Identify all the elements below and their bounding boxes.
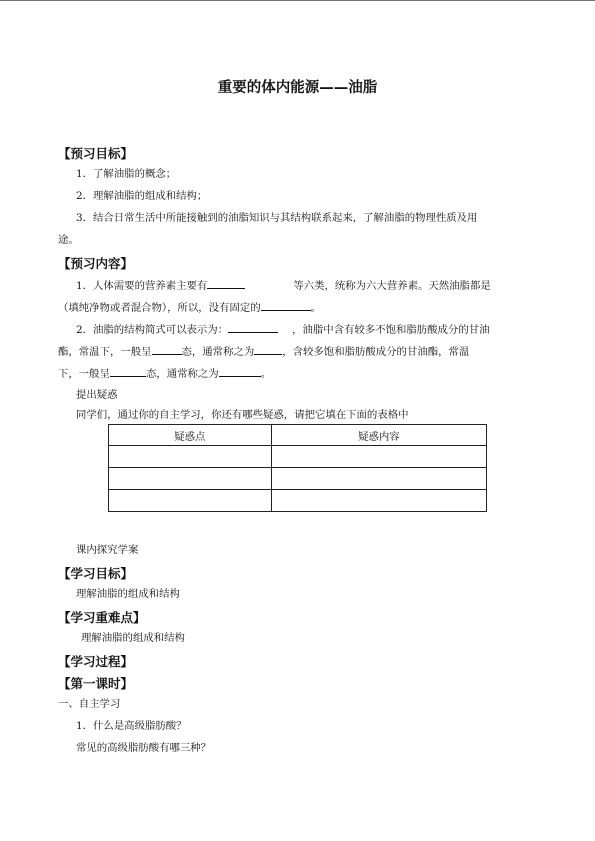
q2-text-d: 态，通常称之为	[181, 346, 255, 358]
q2-blank-state2[interactable]	[110, 366, 146, 377]
content-q2-line3	[58, 366, 271, 381]
table-row	[109, 468, 487, 490]
q2-blank-name2[interactable]	[219, 366, 261, 377]
preview-goals-heading: 【预习目标】	[58, 146, 134, 161]
q1-text-c: （填纯净物或者混合物），所以，没有固定的	[58, 302, 261, 314]
q2-blank-name1[interactable]	[254, 344, 282, 355]
doubt-content-cell[interactable]	[271, 468, 486, 490]
preview-goal-2: 2．理解油脂的组成和结构；	[76, 190, 208, 202]
learning-goal-text: 理解油脂的组成和结构	[76, 588, 180, 600]
preview-goal-3: 3．结合日常生活中所能接触到的油脂知识与其结构联系起来，了解油脂的物理性质及用	[76, 212, 478, 224]
learning-goal-heading: 【学习目标】	[58, 566, 134, 581]
q2-blank-state1[interactable]	[152, 344, 182, 355]
doubt-label: 提出疑惑	[76, 389, 118, 401]
preview-goal-1: 1．了解油脂的概念；	[76, 168, 177, 180]
q2-text-g: 态，通常称之为	[145, 368, 219, 380]
q2-text-b: ，油脂中含有较多不饱和脂肪酸成分的甘油	[292, 324, 490, 336]
q1-text-a: 1．人体需要的营养素主要有	[76, 280, 208, 292]
q1-blank-fixed[interactable]	[261, 300, 311, 311]
doubt-instruction: 同学们，通过你的自主学习，你还有哪些疑惑，请把它填在下面的表格中	[76, 409, 409, 421]
doubt-content-cell[interactable]	[271, 490, 486, 512]
process-heading: 【学习过程】	[58, 654, 134, 669]
doubt-point-cell[interactable]	[109, 468, 272, 490]
q2-text-c: 酯，常温下，一般呈	[58, 346, 152, 358]
doubt-content-cell[interactable]	[271, 446, 486, 468]
content-q1-line1	[76, 278, 491, 293]
q2-text-h: 。	[260, 368, 272, 380]
class-study-label: 课内探究学案	[76, 544, 139, 556]
self-study-title: 一、自主学习	[58, 698, 121, 710]
table-row	[109, 490, 487, 512]
q2-text-f: 下，一般呈	[58, 368, 110, 380]
content-q2-line1	[76, 322, 490, 337]
header-doubt-point: 疑惑点	[109, 425, 272, 446]
key-points-heading: 【学习重难点】	[58, 610, 146, 625]
doubt-table-header	[109, 425, 487, 446]
preview-goal-3-cont: 途。	[58, 234, 79, 246]
q1-text-d: 。	[310, 302, 322, 314]
q2-blank-formula[interactable]	[228, 322, 278, 333]
doubt-point-cell[interactable]	[109, 446, 272, 468]
q1-text-b: 等六类，统称为六大营养素。天然油脂都是	[293, 280, 491, 292]
key-points-text: 理解油脂的组成和结构	[81, 632, 185, 644]
self-study-q2: 常见的高级脂肪酸有哪三种？	[76, 742, 212, 754]
doubt-point-cell[interactable]	[109, 490, 272, 512]
q2-text-e: ，含较多饱和脂肪酸成分的甘油酯，常温	[282, 346, 470, 358]
doubt-table	[108, 424, 487, 512]
page-title: 重要的体内能源——油脂	[217, 80, 378, 96]
header-doubt-content: 疑惑内容	[271, 425, 486, 446]
table-row	[109, 446, 487, 468]
q2-text-a: 2．油脂的结构简式可以表示为：	[76, 324, 229, 336]
q1-blank-nutrients[interactable]	[207, 278, 245, 289]
preview-content-heading: 【预习内容】	[58, 256, 134, 271]
content-q1-line2	[58, 300, 321, 315]
first-lesson-heading: 【第一课时】	[58, 676, 134, 691]
self-study-q1: 1．什么是高级脂肪酸？	[76, 720, 187, 732]
content-q2-line2	[58, 344, 469, 359]
